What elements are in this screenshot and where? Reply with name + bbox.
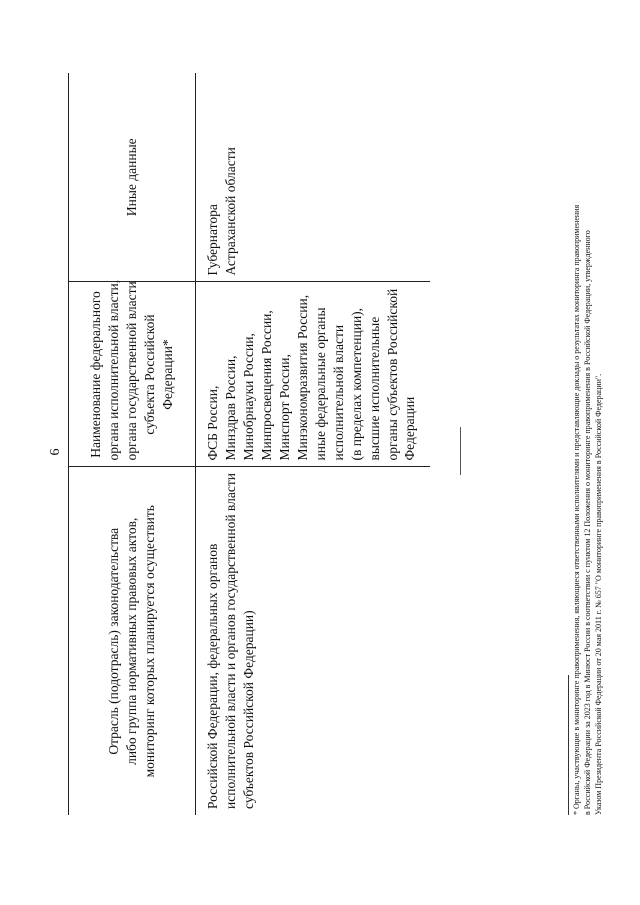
footnote-line: Указом Президента Российской Федерации от 20 мая 2011 г. № 657 "О мониторинге правоприменения в Российской Федерации". — [593, 373, 603, 815]
monitoring-table — [68, 73, 430, 815]
table-row — [196, 73, 431, 815]
footnote — [572, 73, 604, 815]
cell-branch-of-legislation: Российской Федерации, федеральных органов исполнительной власти и органов государственной власти субъектов Российской Федерации) — [205, 473, 256, 809]
header-authority-name: Наименование федерального органа исполнительной власти, органа государственной власти субъекта Российской Федерации* — [69, 282, 196, 467]
footnote-rule — [568, 675, 569, 815]
footnote-line: в Российской Федерации за 2023 год в Минюст России в соответствии с пунктом 12 Положения о мониторинге правоприменения в Российской Федерации, утвержденного — [582, 230, 592, 815]
cell-authority-list: ФСБ России, Минздрав России, Минобрнауки России, Минпросвещения России, Минспорт России, Минэкономразвития России, иные федеральные органы исполнительной власти (в пределах компетенции), высшие исполнительные органы субъектов Российской Федерации — [196, 282, 431, 467]
table-header-row — [69, 73, 196, 815]
page-number: 6 — [48, 448, 63, 456]
header-other-data: Иные данные — [69, 73, 196, 282]
footnote-line: * Органы, участвующие в мониторинге правоприменения, являющиеся ответственными исполнителями и представляющие доклады о результатах мониторинга правоприменения — [572, 204, 581, 815]
cell-other-data: Губернатора Астраханской области — [196, 73, 431, 282]
header-branch-of-legislation: Отрасль (подотрасль) законодательства либо группа нормативных правовых актов, мониторинг которых планируется осуществить — [69, 467, 196, 815]
section-divider — [460, 427, 461, 475]
